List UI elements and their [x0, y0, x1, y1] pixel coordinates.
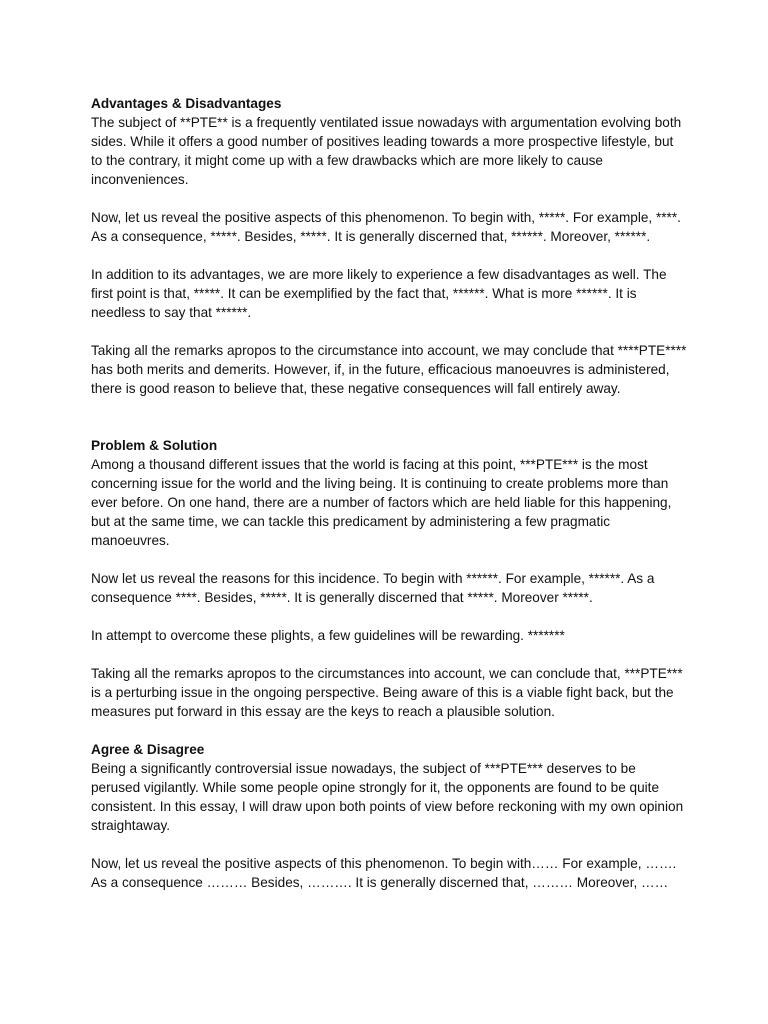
paragraph: Taking all the remarks apropos to the circumstance into account, we may conclude that ****PTE**** has both merits and demerits. However, if, in the future, efficacious manoeuvres is administered, there is good reason to believe that, these negative consequences will fall entirely away.: [91, 343, 687, 396]
section-agree-disagree: [91, 740, 688, 892]
paragraph: Now, let us reveal the positive aspects of this phenomenon. To begin with…… For example, ……. As a consequence ……… Besides, ………. It is generally discerned that, ……… Moreover, ……: [91, 856, 677, 890]
paragraph: Being a significantly controversial issue nowadays, the subject of ***PTE*** deserves to be perused vigilantly. While some people opine strongly for it, the opponents are found to be quite consistent. In this essay, I will draw upon both points of view before reckoning with my own opinion straightaway.: [91, 761, 684, 833]
section-advantages-disadvantages: [91, 94, 688, 398]
section-heading: Agree & Disagree: [91, 742, 205, 757]
section-heading: Problem & Solution: [91, 438, 218, 453]
paragraph: Taking all the remarks apropos to the circumstances into account, we can conclude that, ***PTE*** is a perturbing issue in the ongoing perspective. Being aware of this is a viable fight back, but the measures put forward in this essay are the keys to reach a plausible solution.: [91, 666, 683, 719]
paragraph: Among a thousand different issues that the world is facing at this point, ***PTE*** is the most concerning issue for the world and the living being. It is continuing to create problems more than ever before. On one hand, there are a number of factors which are held liable for this happening, but at the same time, we can tackle this predicament by administering a few pragmatic manoeuvres.: [91, 457, 672, 548]
paragraph: Now, let us reveal the positive aspects of this phenomenon. To begin with, *****. For example, ****. As a consequence, *****. Besides, *****. It is generally discerned that, ******. Moreover, ******.: [91, 210, 681, 244]
section-problem-solution: [91, 436, 688, 721]
section-heading: Advantages & Disadvantages: [91, 96, 282, 111]
paragraph: In attempt to overcome these plights, a few guidelines will be rewarding. *******: [91, 628, 565, 643]
paragraph: Now let us reveal the reasons for this incidence. To begin with ******. For example, ******. As a consequence ****. Besides, *****. It is generally discerned that *****. Moreover *****.: [91, 571, 655, 605]
paragraph: In addition to its advantages, we are more likely to experience a few disadvantages as well. The first point is that, *****. It can be exemplified by the fact that, ******. What is more ******. It is needless to say that ******.: [91, 267, 667, 320]
paragraph: The subject of **PTE** is a frequently ventilated issue nowadays with argumentation evolving both sides. While it offers a good number of positives leading towards a more prospective lifestyle, but to the contrary, it might come up with a few drawbacks which are more likely to cause inconveniences.: [91, 115, 682, 187]
